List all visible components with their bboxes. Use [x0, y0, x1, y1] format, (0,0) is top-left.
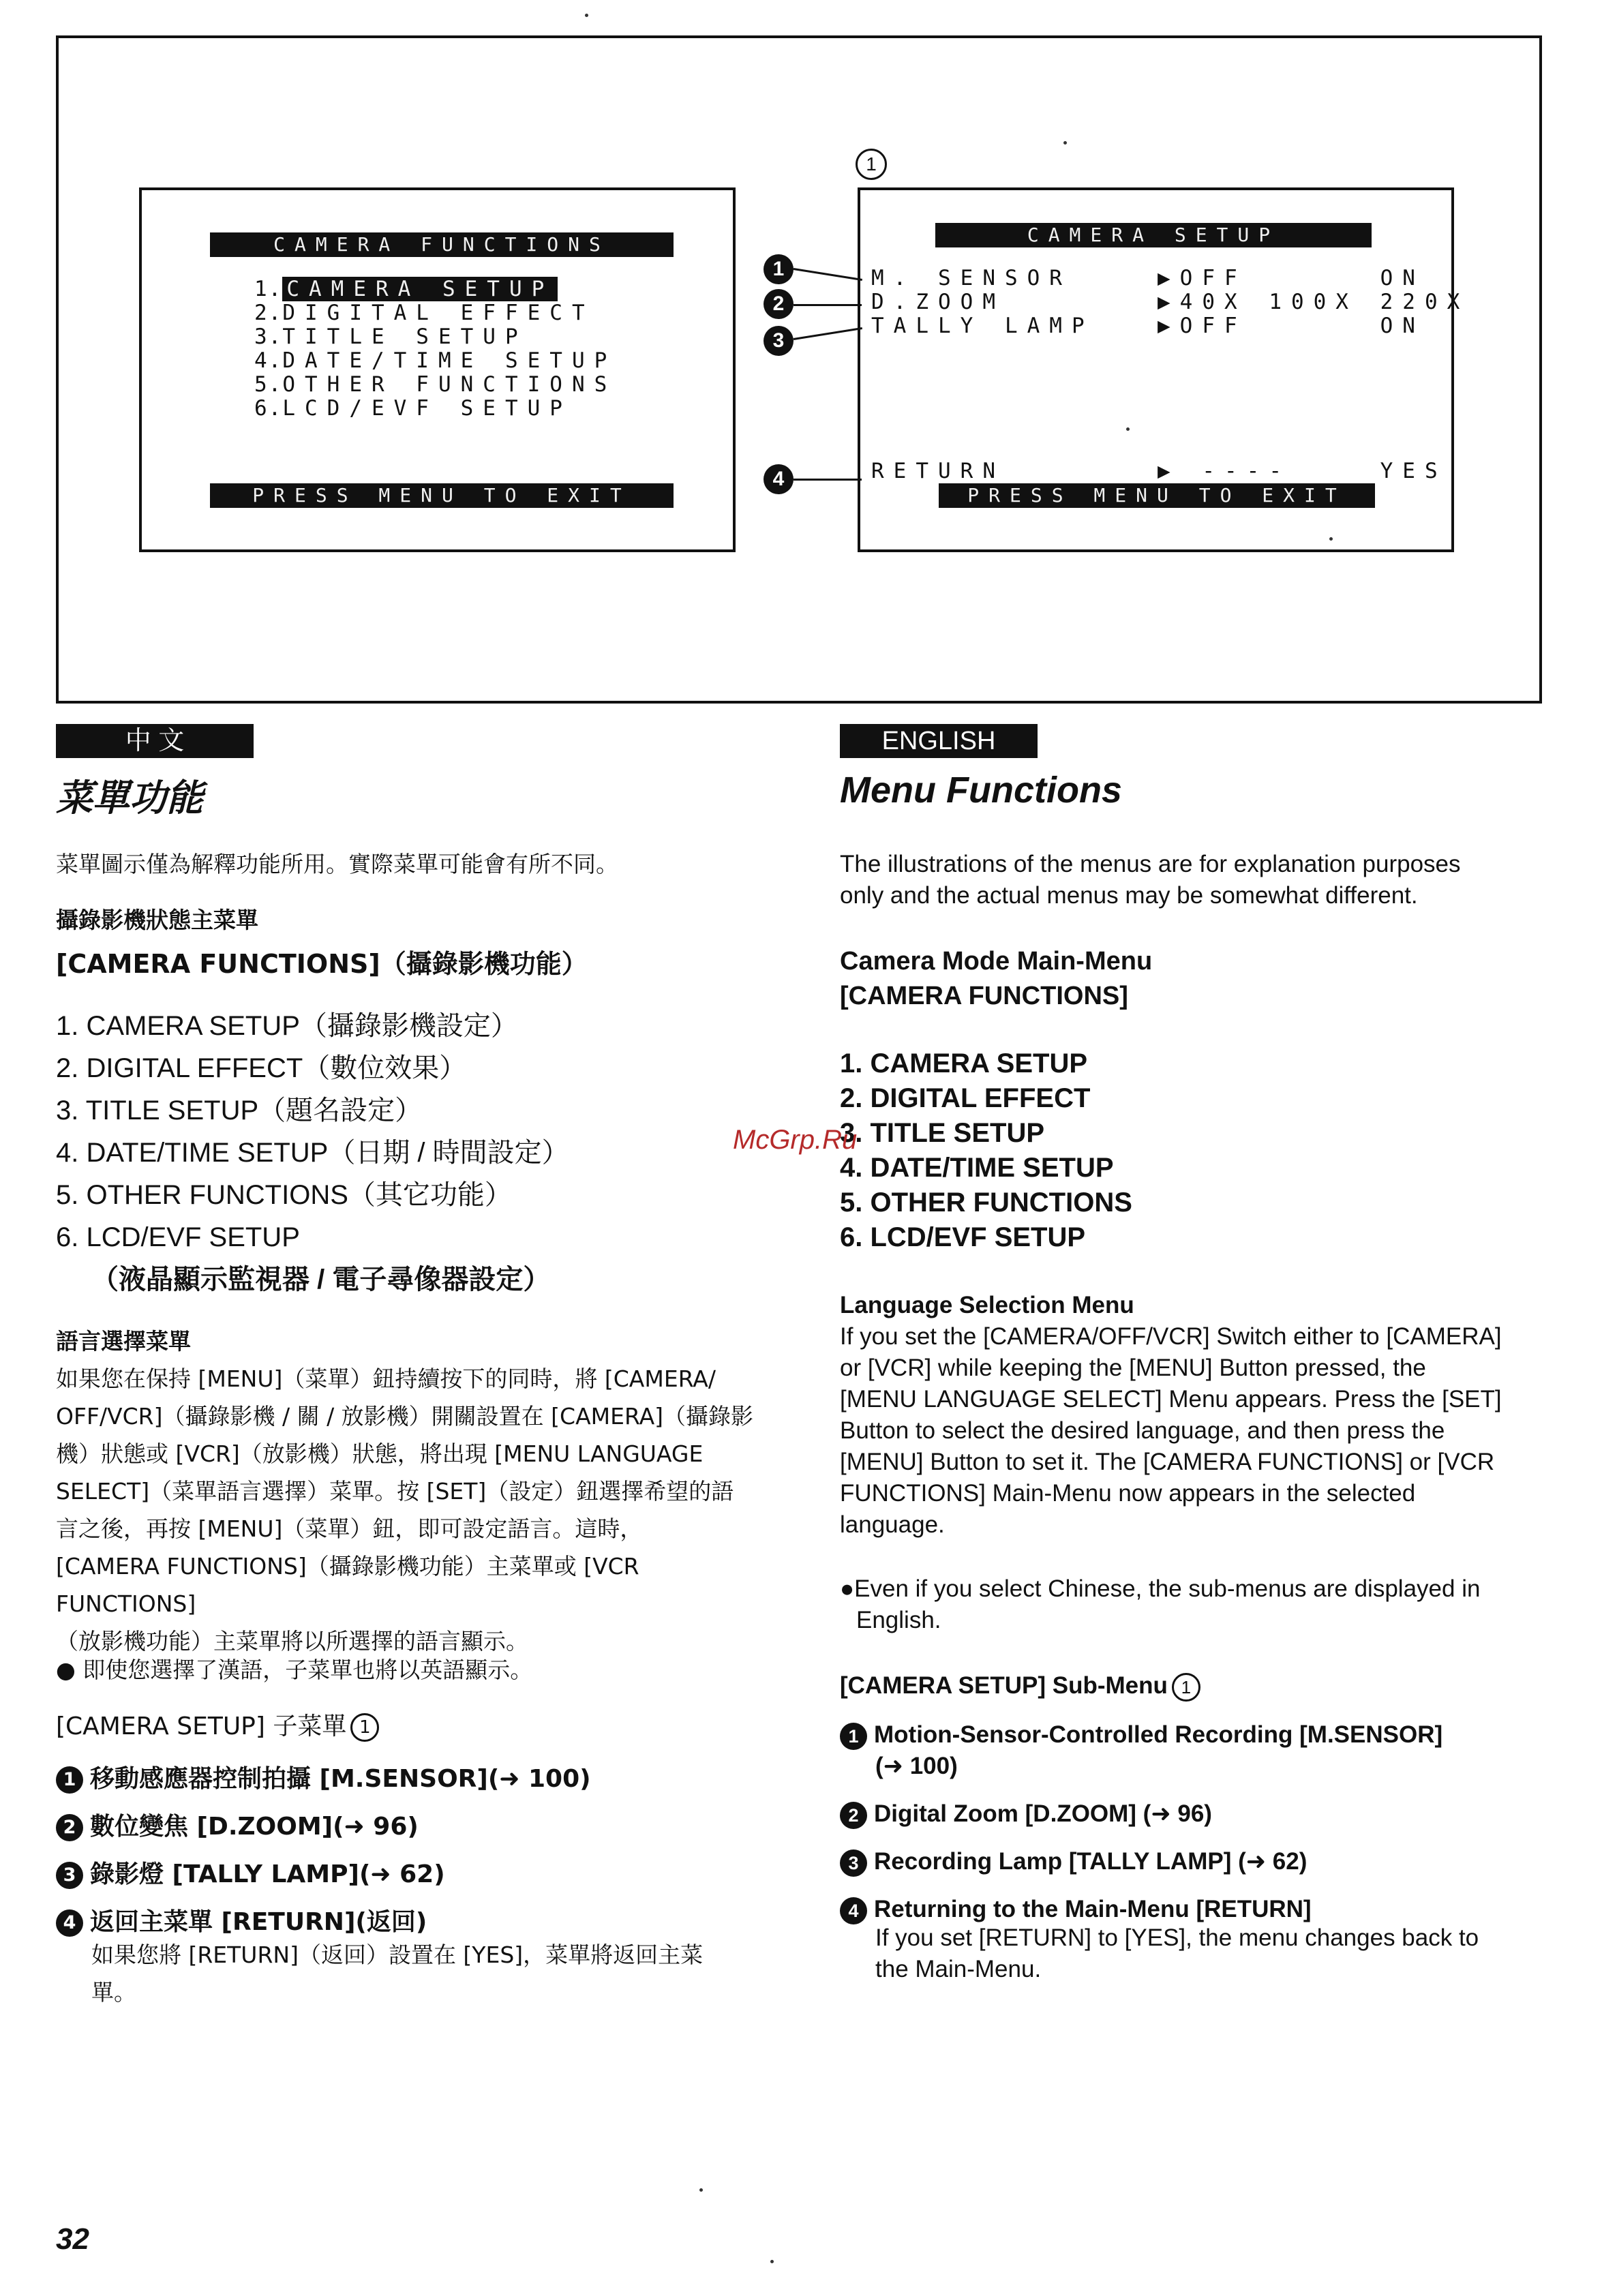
list-item: 3 錄影燈 [TALLY LAMP](➜ 62) [56, 1851, 591, 1899]
english-section-title: Menu Functions [840, 770, 1122, 811]
chinese-bullet-note: ● 即使您選擇了漢語，子菜單也將以英語顯示。 [56, 1657, 533, 1683]
text-line: 言之後，再按 [MENU]（菜單）鈕，即可設定語言。這時， [56, 1515, 643, 1542]
list-item: 2 數位變焦 [D.ZOOM](➜ 96) [56, 1803, 591, 1851]
list-item: 2 Digital Zoom [D.ZOOM] (➜ 96) [840, 1798, 1442, 1830]
list-item: 4 Returning to the Main-Menu [RETURN] [840, 1894, 1442, 1925]
callout-2-icon: 2 [764, 289, 794, 319]
callout-1-icon: 1 [56, 1766, 83, 1794]
english-main-menu-list [840, 1046, 1132, 1255]
english-main-menu-heading [840, 944, 1152, 1014]
text-line: （放影機功能）主菜單將以所選擇的語言顯示。 [56, 1628, 528, 1655]
english-lang-select-body [840, 1321, 1549, 1541]
list-item-cont: (➜ 100) [875, 1753, 958, 1779]
list-item: 1. CAMERA SETUP [840, 1048, 1088, 1078]
text-line: If you set [RETURN] to [YES], the menu changes back to [875, 1924, 1479, 1951]
osd-menu-item: 2.DIGITAL EFFECT [254, 301, 594, 325]
callout-1-icon: 1 [840, 1723, 867, 1750]
osd-title: CAMERA SETUP [935, 223, 1372, 247]
text-line: only and the actual menus may be somewhat different. [840, 882, 1418, 909]
osd-footer: PRESS MENU TO EXIT [939, 483, 1375, 508]
osd-menu-item: 3.TITLE SETUP [254, 324, 528, 349]
text-line: Button to select the desired language, and then press the [840, 1417, 1445, 1444]
osd-menu-list [254, 277, 616, 421]
list-item: 5. OTHER FUNCTIONS（其它功能） [56, 1180, 512, 1210]
english-lang-label: ENGLISH [840, 724, 1038, 758]
callout-3-icon: 3 [764, 326, 794, 356]
text-line: FUNCTIONS] Main-Menu now appears in the selected [840, 1480, 1416, 1507]
list-item: 6. LCD/EVF SETUP [840, 1222, 1086, 1252]
page-number: 32 [56, 2222, 89, 2256]
chinese-lang-select-body [56, 1360, 765, 1660]
english-lang-select-heading: Language Selection Menu [840, 1292, 1134, 1318]
text-line: 機）狀態或 [VCR]（放影機）狀態，將出現 [MENU LANGUAGE [56, 1440, 704, 1467]
callout-4-icon: 4 [56, 1909, 83, 1937]
list-item: 6. LCD/EVF SETUP [56, 1222, 300, 1252]
list-item-sub: （液晶顯示監視器 / 電子尋像器設定） [91, 1265, 551, 1295]
chinese-main-menu-list [56, 1005, 569, 1301]
list-item: 3 Recording Lamp [TALLY LAMP] (➜ 62) [840, 1846, 1442, 1877]
callout-2-icon: 2 [840, 1802, 867, 1829]
text-line: If you set the [CAMERA/OFF/VCR] Switch either to [CAMERA] [840, 1323, 1502, 1350]
text-line: or [VCR] while keeping the [MENU] Button pressed, the [840, 1355, 1426, 1381]
ref-1-icon: 1 [1172, 1673, 1200, 1702]
osd-row: M. SENSOR ▶OFF ON [871, 266, 1425, 290]
text-line: English. [856, 1607, 941, 1633]
text-line: [CAMERA FUNCTIONS] [840, 982, 1128, 1010]
callout-1-icon: 1 [764, 254, 794, 284]
osd-menu-item: 5.OTHER FUNCTIONS [254, 372, 617, 397]
text-line: 如果您在保持 [MENU]（菜單）鈕持續按下的同時，將 [CAMERA/ [56, 1365, 716, 1392]
text-line: [MENU] Button to set it. The [CAMERA FUNCTIONS] or [VCR [840, 1449, 1495, 1475]
osd-menu-item: 6.LCD/EVF SETUP [254, 396, 572, 421]
chinese-return-description [91, 1936, 703, 2011]
list-item: 5. OTHER FUNCTIONS [840, 1188, 1132, 1218]
list-item: 1 移動感應器控制拍攝 [M.SENSOR](➜ 100) [56, 1755, 591, 1803]
list-item: 4 返回主菜單 [RETURN](返回) [56, 1899, 591, 1946]
chinese-lang-select-heading: 語言選擇菜單 [56, 1328, 191, 1355]
list-item: 3. TITLE SETUP（題名設定） [56, 1096, 423, 1126]
english-bullet-note [840, 1573, 1480, 1636]
text-line: Camera Mode Main-Menu [840, 947, 1153, 976]
osd-row: TALLY LAMP ▶OFF ON [871, 314, 1425, 338]
chinese-submenu-list [56, 1755, 591, 1946]
speck [1329, 537, 1333, 541]
list-item: 2. DIGITAL EFFECT（數位效果） [56, 1053, 467, 1083]
text-line: [MENU LANGUAGE SELECT] Menu appears. Press the [SET] [840, 1386, 1502, 1413]
text-line: 如果您將 [RETURN]（返回）設置在 [YES]，菜單將返回主菜 [91, 1942, 704, 1968]
callout-4-icon: 4 [764, 464, 794, 494]
osd-return-row: RETURN ▶ ---- YES [871, 459, 1447, 483]
osd-menu-item: 4.DATE/TIME SETUP [254, 348, 617, 373]
text-line: OFF/VCR]（攝錄影機 / 關 / 放影機）開關設置在 [CAMERA]（攝錄影 [56, 1403, 754, 1430]
speck [1063, 141, 1067, 145]
text-line: language. [840, 1511, 945, 1538]
text-line: the Main-Menu. [875, 1956, 1042, 1982]
callout-4-icon: 4 [840, 1897, 867, 1924]
camera-functions-screen [139, 187, 736, 552]
list-item: 1 Motion-Sensor-Controlled Recording [M.SENSOR] [840, 1719, 1442, 1751]
osd-menu-item: 1. CAMERA SETUP [254, 277, 616, 301]
callout-2-leader [794, 304, 862, 306]
ref-1-icon: 1 [350, 1713, 379, 1742]
text-line: [CAMERA FUNCTIONS]（攝錄影機功能）主菜單或 [VCR FUNCTIONS] [56, 1553, 639, 1617]
watermark: McGrp.Ru [733, 1125, 858, 1155]
text-line: 單。 [91, 1979, 136, 2006]
speck [585, 14, 588, 17]
text-line: ●Even if you select Chinese, the sub-menus are displayed in [840, 1575, 1481, 1602]
list-item: 2. DIGITAL EFFECT [840, 1083, 1091, 1113]
list-item: 3. TITLE SETUP [840, 1118, 1045, 1148]
speck [770, 2260, 774, 2263]
english-submenu-heading: [CAMERA SETUP] Sub-Menu 1 [840, 1670, 1200, 1702]
list-item: 4. DATE/TIME SETUP [840, 1153, 1114, 1183]
callout-3-icon: 3 [56, 1862, 83, 1889]
list-item: 4. DATE/TIME SETUP（日期 / 時間設定） [56, 1138, 569, 1168]
chinese-section-title: 菜單功能 [56, 778, 203, 819]
osd-footer: PRESS MENU TO EXIT [210, 483, 674, 508]
english-note [840, 849, 1461, 911]
illustration-ref-mark: 1 [856, 149, 887, 180]
osd-row: D.ZOOM ▶40X 100X 220X [871, 290, 1470, 314]
list-item: 1. CAMERA SETUP（攝錄影機設定） [56, 1011, 518, 1041]
english-return-description [875, 1922, 1479, 1985]
osd-title: CAMERA FUNCTIONS [210, 232, 674, 257]
callout-2-icon: 2 [56, 1814, 83, 1841]
callout-4-leader [794, 479, 862, 481]
osd-setup-rows [871, 267, 1469, 338]
callout-3-icon: 3 [840, 1849, 867, 1877]
chinese-lang-label: 中 文 [56, 724, 254, 758]
camera-setup-screen [858, 187, 1470, 552]
speck [1126, 427, 1130, 431]
chinese-main-menu-heading: 攝錄影機狀態主菜單 [56, 907, 258, 933]
speck [699, 2188, 703, 2192]
text-line: The illustrations of the menus are for explanation purposes [840, 851, 1461, 877]
chinese-note: 菜單圖示僅為解釋功能所用。實際菜單可能會有所不同。 [56, 851, 618, 877]
english-submenu-list [840, 1719, 1442, 1925]
chinese-submenu-heading: [CAMERA SETUP] 子菜單 1 [56, 1708, 379, 1745]
text-line: SELECT]（菜單語言選擇）菜單。按 [SET]（設定）鈕選擇希望的語 [56, 1478, 734, 1505]
chinese-main-menu-name: [CAMERA FUNCTIONS]（攝錄影機功能） [56, 949, 588, 979]
